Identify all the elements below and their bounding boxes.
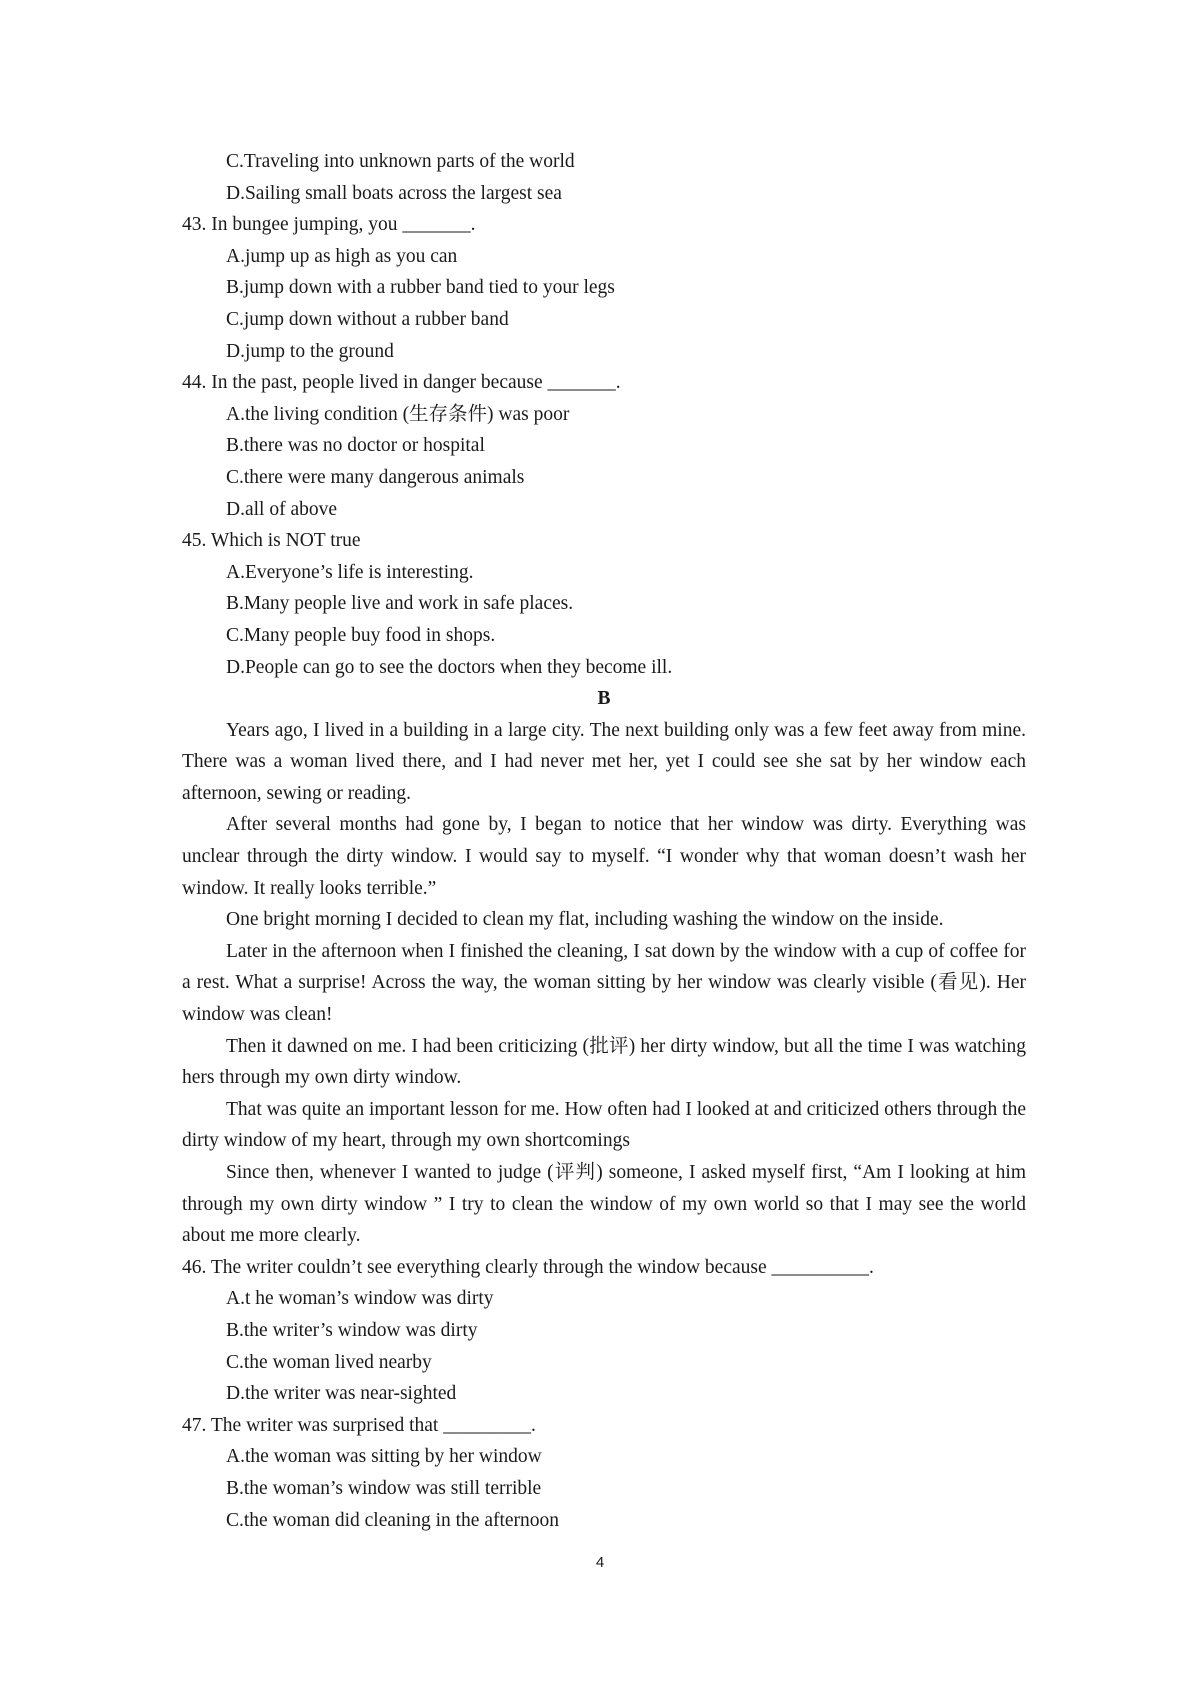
- option-44d: D.all of above: [226, 498, 338, 520]
- option-46a: A.t he woman’s window was dirty: [226, 1288, 494, 1310]
- option-46c: C.the woman lived nearby: [226, 1351, 432, 1373]
- question-46: 46. The writer couldn’t see everything clearly through the window because __________.: [182, 1256, 874, 1278]
- question-45: 45. Which is NOT true: [182, 530, 361, 552]
- question-44: 44. In the past, people lived in danger because _______.: [182, 372, 621, 394]
- passage-text: Then it dawned on me. I had been criticizing (批评) her dirty window, but all the time I was watching hers through my own dirty window.: [182, 1035, 1026, 1089]
- option-43b: B.jump down with a rubber band tied to your legs: [226, 277, 615, 299]
- option-44c: C.there were many dangerous animals: [226, 466, 525, 488]
- passage-paragraph-6: [182, 1094, 1026, 1157]
- option-47c: C.the woman did cleaning in the afternoon: [226, 1509, 560, 1531]
- passage-paragraph-5: [182, 1031, 1026, 1094]
- section-title: B: [597, 688, 611, 710]
- option-46d: D.the writer was near-sighted: [226, 1383, 457, 1405]
- option-47a: A.the woman was sitting by her window: [226, 1446, 542, 1468]
- option-45a: A.Everyone’s life is interesting.: [226, 561, 474, 583]
- passage-text: After several months had gone by, I began to notice that her window was dirty. Everything was unclear through the dirty window. I would say to myself. “I wonder why that woman doesn’t wash her window. It really looks terrible.”: [182, 814, 1026, 899]
- option-45d: D.People can go to see the doctors when they become ill.: [226, 656, 673, 678]
- passage-paragraph-3: [182, 904, 1026, 936]
- passage-text: Years ago, I lived in a building in a large city. The next building only was a few feet away from mine. There was a woman lived there, and I had never met her, yet I could see she sat by her window each afternoon, sewing or reading.: [182, 719, 1026, 804]
- option-47b: B.the woman’s window was still terrible: [226, 1477, 542, 1499]
- exam-page: [182, 146, 1026, 1536]
- question-43: 43. In bungee jumping, you _______.: [182, 214, 476, 236]
- page-number: 4: [595, 1554, 605, 1571]
- passage-text: Since then, whenever I wanted to judge (评判) someone, I asked myself first, “Am I looking at him through my own dirty window ” I try to clean the window of my own world so that I may see the world about me more clearly.: [182, 1162, 1026, 1247]
- option-44b: B.there was no doctor or hospital: [226, 435, 485, 457]
- passage-paragraph-1: [182, 715, 1026, 810]
- passage-paragraph-7: [182, 1157, 1026, 1252]
- option-43a: A.jump up as high as you can: [226, 245, 458, 267]
- option-42c: C.Traveling into unknown parts of the world: [226, 151, 575, 172]
- passage-paragraph-2: [182, 809, 1026, 904]
- option-44a: A.the living condition (生存条件) was poor: [226, 403, 570, 425]
- option-45c: C.Many people buy food in shops.: [226, 624, 496, 646]
- option-43d: D.jump to the ground: [226, 340, 394, 362]
- passage-text: Later in the afternoon when I finished the cleaning, I sat down by the window with a cup of coffee for a rest. What a surprise! Across the way, the woman sitting by her window was clearly visible (看见). Her window was clean!: [182, 940, 1026, 1026]
- passage-text: That was quite an important lesson for me. How often had I looked at and criticized others through the dirty window of my heart, through my own shortcomings: [182, 1098, 1026, 1152]
- option-42d: D.Sailing small boats across the largest sea: [226, 182, 562, 204]
- passage-text: One bright morning I decided to clean my flat, including washing the window on the inside.: [226, 909, 944, 931]
- passage-paragraph-4: [182, 936, 1026, 1031]
- question-47: 47. The writer was surprised that _________.: [182, 1414, 536, 1436]
- option-43c: C.jump down without a rubber band: [226, 308, 509, 330]
- option-45b: B.Many people live and work in safe places.: [226, 593, 574, 615]
- option-46b: B.the writer’s window was dirty: [226, 1319, 478, 1341]
